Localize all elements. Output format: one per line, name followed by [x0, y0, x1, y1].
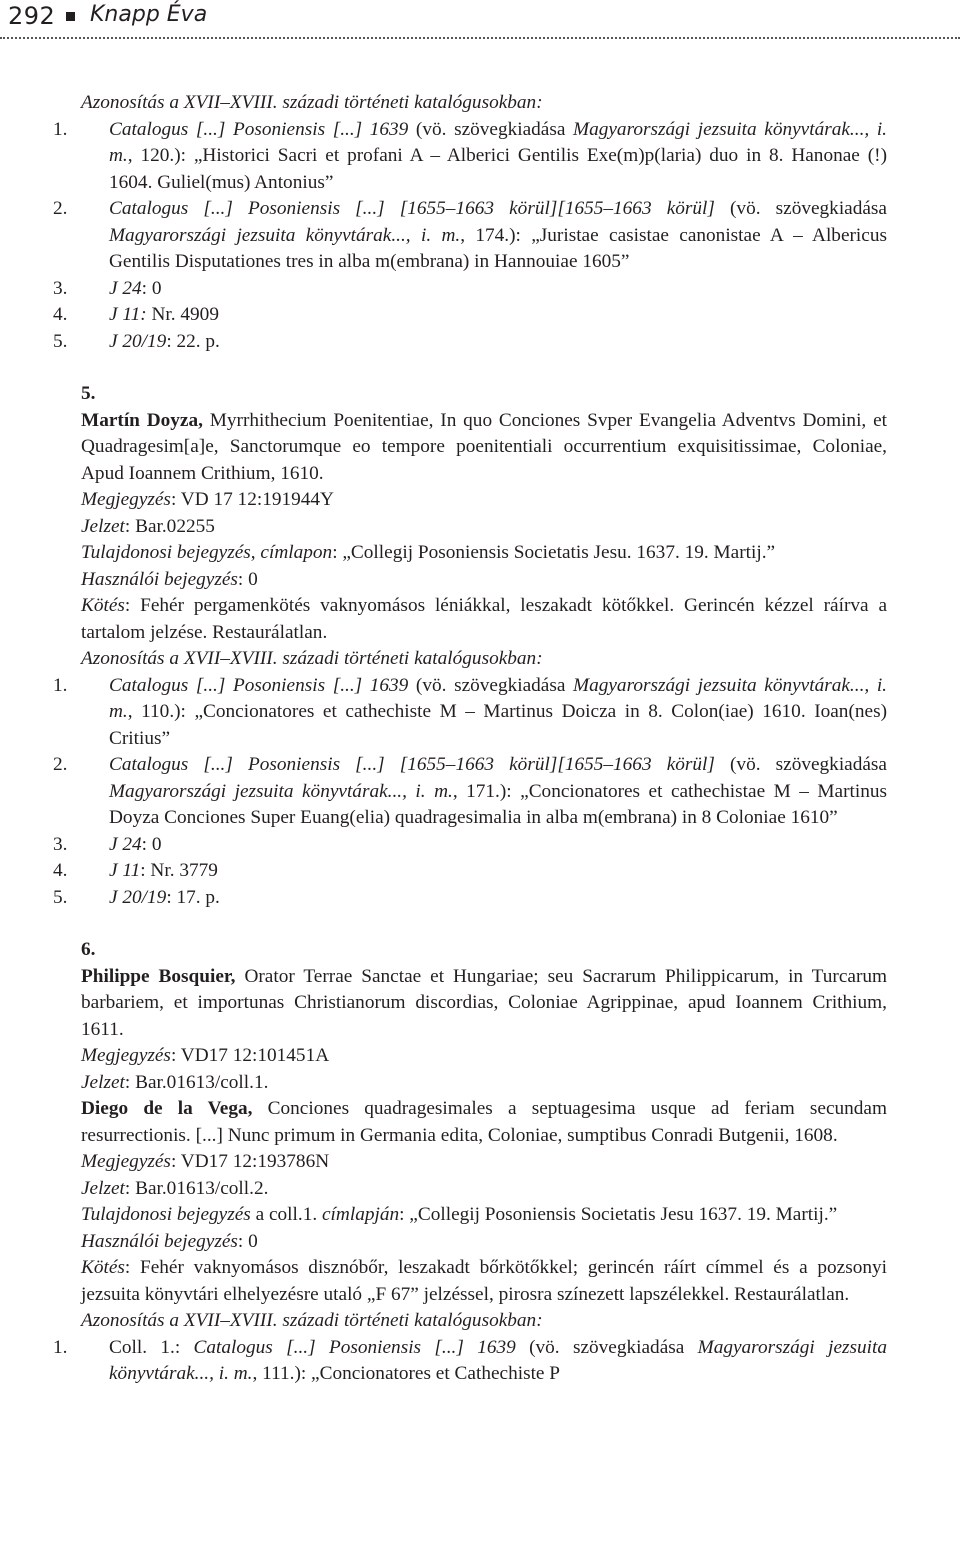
italic-text: Jelzet [81, 1177, 125, 1199]
identification-list [53, 117, 887, 356]
running-author: Knapp Éva [90, 2, 208, 27]
list-item-number: 5. [53, 886, 68, 908]
list-item-number: 2. [53, 754, 68, 775]
italic-text: Kötés [81, 1257, 125, 1278]
italic-text: J 24 [109, 277, 142, 299]
text: (vö. szövegkiadása [408, 674, 574, 696]
list-item-number: 5. [53, 330, 68, 352]
italic-text: Jelzet [81, 1071, 125, 1093]
text: , 110.): „Concionatores et cathechiste M – Martinus Doicza in 8. Colon(iae) 1610. Ioan(nes) Critius” [109, 701, 887, 749]
italic-text: Catalogus [...] Posoniensis [...] 1639 [109, 674, 409, 696]
italic-text: Kötés [81, 595, 125, 616]
list-item [53, 858, 887, 885]
text: , 174.): „Juristae casistae canonistae A – Albericus Gentilis Disputationes tres in alba m(embrana) in Hannouiae 1605” [109, 224, 887, 272]
text: : Nr. 3779 [140, 860, 218, 881]
entry-number: 6. [81, 939, 96, 960]
text: : 17. p. [166, 886, 220, 908]
italic-text: Magyarországi jezsuita könyvtárak..., i. m. [109, 118, 887, 166]
italic-text: Catalogus [...] Posoniensis [...] 1639 [109, 118, 409, 140]
entry-title: Orator Terrae Sanctae et Hungariae; seu Sacrarum Philippicarum, in Turcarum barbariem, et importunas Christianorum discordias, Coloniae Agrippinae, apud Ioannem Crithium, 1611. [81, 965, 887, 1040]
text: (vö. szövegkiadása [408, 118, 574, 140]
identification-heading: Azonosítás a XVII–XVIII. századi történeti katalógusokban: [81, 92, 543, 113]
text: : VD 17 12:191944Y [170, 489, 334, 510]
italic-text: Megjegyzés [81, 1045, 171, 1066]
text: : Fehér vaknyomásos disznóbőr, leszakadt bőrkötőkkel; gerincén ráírt címmel és a pozsonyi jezsuita könyvtári elhelyezésre utaló „F 67” jelzéssel, pirosra színezett lapszélekkel. Restaurálatlan. [81, 1257, 887, 1305]
entry-number: 5. [81, 383, 96, 404]
text: , [250, 542, 261, 563]
text: a coll.1. [250, 1204, 322, 1225]
entry-fields [81, 1043, 887, 1096]
field-line [81, 1149, 887, 1176]
text: : Bar.01613/coll.2. [124, 1177, 269, 1199]
field-line [81, 1229, 887, 1256]
field-line [81, 1176, 887, 1203]
entry-author: Diego de la Vega, [81, 1098, 253, 1119]
text: (vö. szövegkiadása [515, 1336, 698, 1358]
italic-text: Használói bejegyzés [81, 1230, 238, 1252]
square-bullet-icon [66, 12, 75, 21]
italic-text: J 20/19 [109, 330, 167, 352]
text: : 0 [141, 833, 162, 855]
list-item-number: 4. [53, 304, 68, 325]
text: , 120.): „Historici Sacri et profani A – Alberici Gentilis Exe(m)p(laria) duo in 8. Hanonae (!) 1604. Guliel(mus) Antonius” [109, 145, 887, 193]
list-item [53, 885, 887, 912]
field-line [81, 1255, 887, 1308]
italic-text: J 11 [109, 860, 141, 881]
identification-heading: Azonosítás a XVII–XVIII. századi történeti katalógusokban: [81, 1310, 543, 1331]
entry-author: Martín Doyza, [81, 409, 203, 431]
italic-text: J 24 [109, 833, 142, 855]
list-item [53, 832, 887, 859]
text: : 0 [237, 568, 258, 590]
italic-text: Magyarországi jezsuita könyvtárak..., i. m. [109, 780, 453, 802]
text: : „Collegij Posoniensis Societatis Jesu 1637. 19. Martij.” [399, 1204, 838, 1225]
list-item [53, 276, 887, 303]
italic-text: Catalogus [...] Posoniensis [...] 1639 [193, 1336, 516, 1358]
entry-fields [81, 487, 887, 646]
italic-text: Megjegyzés [81, 1151, 171, 1172]
text: : „Collegij Posoniensis Societatis Jesu. 1637. 19. Martij.” [332, 542, 776, 563]
text: : Bar.01613/coll.1. [124, 1071, 269, 1093]
dotted-rule [0, 37, 960, 39]
list-item [53, 196, 887, 276]
text: : Bar.02255 [124, 515, 215, 537]
field-line [81, 487, 887, 514]
italic-text: Használói bejegyzés [81, 568, 238, 590]
entry-title: Myrrhithecium Poenitentiae, In quo Conciones Svper Evangelia Adventvs Domini, et Quadragesim[a]e, Sanctorumque eo tempore poenitentiali occurrentium exquisitissimae, Coloniae, Apud Ioannem Crithium, 1610. [81, 409, 887, 484]
field-line [81, 540, 887, 567]
italic-text: J 11: [109, 304, 147, 325]
field-line [81, 1070, 887, 1097]
list-item-number: 1. [53, 674, 68, 696]
list-item-number: 1. [53, 1336, 68, 1358]
text: : 0 [237, 1230, 258, 1252]
text: Coll. 1.: [109, 1336, 194, 1358]
text: : 22. p. [166, 330, 220, 352]
identification-list [53, 1335, 888, 1388]
italic-text: Magyarországi jezsuita könyvtárak..., i. m. [109, 224, 461, 246]
italic-text: Jelzet [81, 515, 125, 537]
entry-description [81, 408, 887, 488]
list-item [53, 1335, 888, 1388]
running-header [0, 0, 960, 40]
italic-text: Catalogus [...] Posoniensis [...] [1655–1663 körül][1655–1663 körül] [109, 198, 715, 219]
italic-text: Megjegyzés [81, 489, 171, 510]
text: (vö. szövegkiadása [714, 754, 887, 775]
identification-list [53, 673, 887, 912]
entry-title: Conciones quadragesimales a septuagesima usque ad feriam secundam resurrectionis. [...] Nunc primum in Germania edita, Coloniae, sumptibus Conradi Butgenii, 1608. [81, 1098, 887, 1146]
page-body [53, 90, 888, 1388]
italic-text: Tulajdonosi bejegyzés [81, 542, 251, 563]
text: (vö. szövegkiadása [714, 198, 887, 219]
list-item [53, 302, 887, 329]
entry-fields [81, 1149, 887, 1308]
text: , 171.): „Concionatores et cathechistae M – Martinus Doyza Conciones Super Euang(elia) quadragesimalia in alba m(embrana) in 8 Coloniae 1610” [109, 780, 887, 828]
field-line [81, 514, 887, 541]
identification-heading: Azonosítás a XVII–XVIII. századi történeti katalógusokban: [81, 648, 543, 669]
italic-text: Catalogus [...] Posoniensis [...] [1655–1663 körül][1655–1663 körül] [109, 754, 715, 775]
italic-text: Magyarországi jezsuita könyvtárak..., i. m. [109, 674, 887, 722]
entry-description [81, 1096, 887, 1149]
list-item-number: 3. [53, 277, 68, 299]
italic-text: Magyarországi jezsuita könyvtárak..., i. m. [109, 1336, 888, 1384]
field-line [81, 593, 887, 646]
text: : VD17 12:193786N [170, 1151, 330, 1172]
italic-text: címlapján [322, 1204, 400, 1225]
text: : Fehér pergamenkötés vaknyomásos léniákkal, leszakadt kötőkkel. Gerincén kézzel ráírva a tartalom jelzése. Restaurálatlan. [81, 595, 887, 643]
italic-text: J 20/19 [109, 886, 167, 908]
list-item-number: 3. [53, 833, 68, 855]
list-item-number: 4. [53, 860, 68, 881]
entry-author: Philippe Bosquier, [81, 965, 236, 987]
entry-description [81, 964, 887, 1044]
list-item [53, 117, 887, 197]
field-line [81, 1043, 887, 1070]
field-line [81, 1202, 887, 1229]
list-item [53, 673, 887, 753]
page-number: 292 [8, 2, 56, 30]
list-item-number: 1. [53, 118, 68, 140]
list-item [53, 329, 887, 356]
field-line [81, 567, 887, 594]
italic-text: Tulajdonosi bejegyzés [81, 1204, 251, 1225]
list-item [53, 752, 887, 832]
italic-text: címlapon [260, 542, 333, 563]
text: : 0 [141, 277, 162, 299]
text: , 111.): „Concionatores et Cathechiste P [252, 1363, 561, 1384]
list-item-number: 2. [53, 198, 68, 219]
text: : VD17 12:101451A [170, 1045, 330, 1066]
text: Nr. 4909 [146, 304, 219, 325]
